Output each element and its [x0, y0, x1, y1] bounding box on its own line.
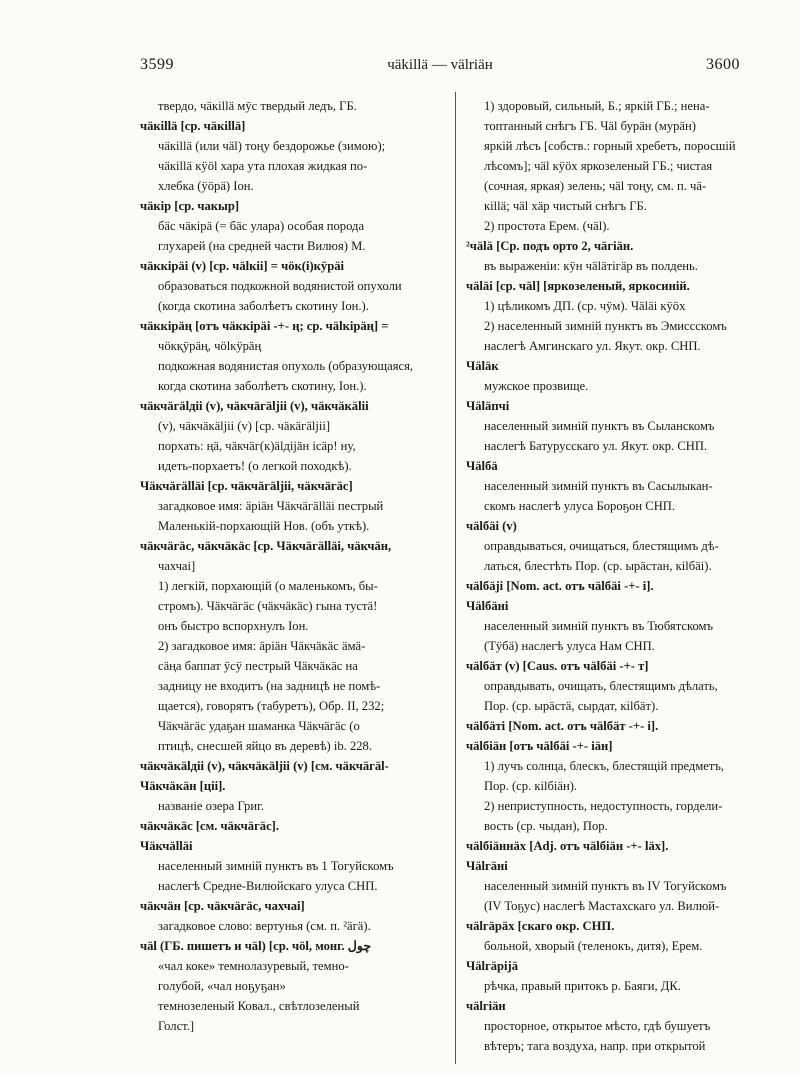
- entry-text-line: населенный зимній пунктъ въ IV Тогуйскомъ: [484, 879, 727, 893]
- entry-headword-line: чӓlбіӓн [отъ чӓlбӓі -+- іӓн]: [466, 739, 613, 753]
- entry-text-line: Чӓкчӓгӓс удаҕан шаманка Чӓкчӓгӓс (о: [158, 719, 360, 733]
- entry-headword-line: Чӓlбӓ: [466, 459, 498, 473]
- entry-headword-line: Чӓlӓк: [466, 359, 499, 373]
- left-column: [140, 96, 440, 1066]
- entry-text-line: (v), чӓкчӓкӓlјіі (v) [ср. чӓкӓгӓlјіі]: [158, 419, 331, 433]
- entry-text-line: «чал коке» темнолазуревый, темно-: [158, 959, 349, 973]
- entry-text-line: просторное, открытое мѣсто, гдѣ бушуетъ: [484, 1019, 711, 1033]
- entry-text-line: (Тӱбӓ) наслегѣ улуса Нам СНП.: [484, 639, 655, 653]
- entry-text-line: 1) легкій, порхающій (о маленькомъ, бы-: [158, 579, 378, 593]
- entry-text-line: мужское прозвище.: [484, 379, 589, 393]
- entry-text-line: (сочная, яркая) зелень; чӓl тоңу, см. п. чӓ-: [484, 179, 707, 193]
- entry-headword-line: чӓкчӓгӓс, чӓкчӓкӓс [ср. Чӓкчӓгӓllӓі, чӓкчӓн,: [140, 539, 392, 553]
- entry-text-line: чӧкқӱрӓң, чӧlкӱрӓң: [158, 339, 262, 353]
- entry-headword-line: чӓкчӓгӓlдіі (v), чӓкчӓгӓlјіі (v), чӓкчӓкӓlіі: [140, 399, 369, 413]
- entry-text-line: сӓңа баппат ӱсӱ пестрый Чӓкчӓкӓс на: [158, 659, 358, 673]
- entry-text-line: идеть-порхаетъ! (о легкой походкѣ).: [158, 459, 352, 473]
- entry-text-line: хлебка (ӱöрӓ) Іон.: [158, 179, 254, 193]
- entry-text-line: задницу не входитъ (на задницѣ не помѣ-: [158, 679, 381, 693]
- entry-headword-line: Чӓlӓпчі: [466, 399, 510, 413]
- entry-headword-line: чӓкillä [ср. чӓкillä]: [140, 119, 246, 133]
- entry-text-line: вѣтеръ; тага воздуха, напр. при открытой: [484, 1039, 706, 1053]
- entry-text-line: когда скотина заболѣетъ скотину, Іон.).: [158, 379, 367, 393]
- right-page-number: 3600: [706, 56, 740, 73]
- entry-headword-line: чӓкчӓн [ср. чӓкчӓгӓс, чахчаі]: [140, 899, 305, 913]
- entry-text-line: 1) цѣликомъ ДП. (ср. чӱм). Чӓlӓі кӱöх: [484, 299, 686, 313]
- entry-headword-line: чӓl (ГБ. пишетъ и чӓl) [ср. чӧl, монг. چول: [140, 939, 372, 953]
- entry-text-line: голубой, «чал ноҕуҕан»: [158, 979, 286, 993]
- entry-text-line: больной, хворый (теленокъ, дитя), Ерем.: [484, 939, 703, 953]
- entry-text-line: образоваться подкожной водянистой опухоли: [158, 279, 402, 293]
- entry-text-line: онъ быстро вспорхнулъ Іон.: [158, 619, 309, 633]
- entry-headword-line: чӓккірӓі (v) [ср. чӓlкіі] = чӧк(і)кӱрӓі: [140, 259, 344, 273]
- entry-text-line: щается), говорятъ (табуретъ), Обр. II, 232;: [158, 699, 385, 713]
- entry-text-line: оправдываться, очищаться, блестящимъ дѣ-: [484, 539, 719, 553]
- entry-text-line: Пор. (ср. кіlбіӓн).: [484, 779, 578, 793]
- entry-text-line: бäс чӓкірӓ (= бäс улара) особая порода: [158, 219, 365, 233]
- entry-text-line: наслегѣ Амгинскаго ул. Якут. окр. СНП.: [484, 339, 701, 353]
- entry-text-line: подкожная водянистая опухоль (образующаяся,: [158, 359, 414, 373]
- entry-text-line: наслегѣ Батурусскаго ул. Якут. окр. СНП.: [484, 439, 708, 453]
- entry-headword-line: чӓlбӓт (v) [Caus. отъ чӓlбӓі -+- т]: [466, 659, 649, 673]
- entry-text-line: 2) неприступность, недоступность, гордели-: [484, 799, 723, 813]
- entry-text-line: населенный зимній пунктъ въ 1 Тогуйскомъ: [158, 859, 394, 873]
- entry-text-line: загадковое имя: ӓріӓн Чӓкчӓгӓllӓі пестрый: [158, 499, 384, 513]
- entry-headword-line: чӓlбӓјі [Nom. act. отъ чӓlбӓі -+- і].: [466, 579, 654, 593]
- entry-headword-line: чӓкчӓкӓlдіі (v), чӓкчӓкӓlјіі (v) [см. чӓкчӓгӓl-: [140, 759, 389, 773]
- entry-text-line: чӓкillä (или чӓl) тоңу бездорожье (зимою);: [158, 139, 386, 153]
- entry-text-line: топтанный снѣгъ ГБ. Чӓl бурӓн (мурӓн): [484, 119, 696, 133]
- entry-headword-line: чӓкір [ср. чакыр]: [140, 199, 240, 213]
- entry-headword-line: чӓlбӓі (v): [466, 519, 517, 533]
- entry-text-line: кillä; чӓl хӓр чистый снѣгъ ГБ.: [484, 199, 647, 213]
- entry-text-line: населенный зимній пунктъ въ Сасылыкан-: [484, 479, 713, 493]
- entry-text-line: стромъ). Чӓкчӓгӓс (чӓкчӓкӓс) гына тустӓ!: [158, 599, 378, 613]
- entry-text-line: Голст.]: [158, 1019, 195, 1033]
- entry-text-line: латься, блестѣть Пор. (ср. ырӓстан, кіlбӓі).: [484, 559, 712, 573]
- entry-headword-line: чӓlбӓті [Nom. act. отъ чӓlбӓт -+- і].: [466, 719, 659, 733]
- entry-text-line: скомъ наслегѣ улуса Бороҕон СНП.: [484, 499, 676, 513]
- entry-text-line: населенный зимній пунктъ въ Сыланскомъ: [484, 419, 715, 433]
- entry-text-line: 2) простота Ерем. (чӓl).: [484, 219, 610, 233]
- entry-text-line: названіе озера Григ.: [158, 799, 264, 813]
- entry-headword-line: Чӓкчӓllӓі: [140, 839, 193, 853]
- entry-text-line: 1) лучъ солнца, блескъ, блестящій предметъ,: [484, 759, 725, 773]
- page-header: [140, 56, 740, 82]
- entry-text-line: наслегѣ Средне-Вилюйскаго улуса СНП.: [158, 879, 378, 893]
- entry-headword-line: чӓlӓі [ср. чӓl] [яркозеленый, яркосиній.: [466, 279, 690, 293]
- entry-text-line: населенный зимній пунктъ въ Тюбятскомъ: [484, 619, 713, 633]
- entry-headword-line: Чӓкчӓкӓн [ціі].: [140, 779, 226, 793]
- entry-text-line: въ выраженіи: кӱн чӓlӓтігӓр въ полдень.: [484, 259, 698, 273]
- entry-text-line: (IV Тоҕус) наслегѣ Мастахскаго ул. Вилюй-: [484, 899, 720, 913]
- entry-text-line: глухарей (на средней части Вилюя) М.: [158, 239, 366, 253]
- entry-text-line: твердо, чӓкillä мӯс твердый ледъ, ГБ.: [158, 99, 357, 113]
- entry-headword-line: чӓкчӓкӓс [см. чӓкчӓгӓс].: [140, 819, 280, 833]
- entry-text-line: Маленькій-порхающій Нов. (объ уткѣ).: [158, 519, 370, 533]
- entry-text-line: лѣсомъ]; чӓl кӱöх яркозеленый ГБ.; чистая: [484, 159, 713, 173]
- entry-text-line: темнозеленый Ковал., свѣтлозеленый: [158, 999, 360, 1013]
- entry-text-line: оправдывать, очищать, блестящимъ дѣлать,: [484, 679, 718, 693]
- entry-text-line: чахчаі]: [158, 559, 196, 573]
- entry-text-line: птицѣ, снесшей яйцо въ деревѣ) ib. 228.: [158, 739, 373, 753]
- entry-headword-line: ²чӓlӓ [Ср. подъ орто 2, чӓгіӓн.: [466, 239, 634, 253]
- entry-headword-line: Чӓlбӓні: [466, 599, 509, 613]
- left-page-number: 3599: [140, 56, 174, 73]
- entry-text-line: Пор. (ср. ырӓстӓ, сырдат, кіlбӓт).: [484, 699, 659, 713]
- entry-text-line: порхать: ңӓ, чӓкчӓг(к)ӓlдіјӓн ісӓр! ну,: [158, 439, 356, 453]
- entry-text-line: яркій лѣсъ [собств.: горный хребетъ, поросшій: [484, 139, 736, 153]
- entry-text-line: 1) здоровый, сильный, Б.; яркій ГБ.; нена-: [484, 99, 710, 113]
- entry-headword-line: Чӓlгӓріјӓ: [466, 959, 519, 973]
- entry-headword-line: чӓlгіӓн: [466, 999, 506, 1013]
- entry-headword-line: Чӓlгӓні: [466, 859, 508, 873]
- entry-text-line: загадковое слово: вертунья (см. п. ²ӓгӓ).: [158, 919, 371, 933]
- entry-text-line: 2) населенный зимній пунктъ въ Эмиссскомъ: [484, 319, 727, 333]
- entry-text-line: чӓкillä кӱöl хара ута плохая жидкая по-: [158, 159, 368, 173]
- entry-text-line: 2) загадковое имя: ӓріӓн Чӓкчӓкӓс ӓмӓ-: [158, 639, 366, 653]
- entry-headword-line: чӓккірӓң [отъ чӓккірӓі -+- ң; ср. чӓlкірӓң] =: [140, 319, 389, 333]
- right-column: [466, 96, 746, 1066]
- entry-headword-line: Чӓкчӓгӓllӓі [ср. чӓкчӓгӓlјіі, чӓкчӓгӓс]: [140, 479, 353, 493]
- column-divider: [455, 92, 456, 1064]
- entry-text-line: рѣчка, правый притокъ р. Баяги, ДК.: [484, 979, 681, 993]
- entry-headword-line: чӓlгӓрӓх [скаго окр. СНП.: [466, 919, 615, 933]
- entry-headword-line: чӓlбіӓннӓх [Adj. отъ чӓlбіӓн -+- lӓх].: [466, 839, 669, 853]
- entry-text-line: вость (ср. чыдан), Пор.: [484, 819, 608, 833]
- running-title: чӓkillä — välrіäн: [387, 57, 493, 73]
- entry-text-line: (когда скотина заболѣетъ скотину Іон.).: [158, 299, 369, 313]
